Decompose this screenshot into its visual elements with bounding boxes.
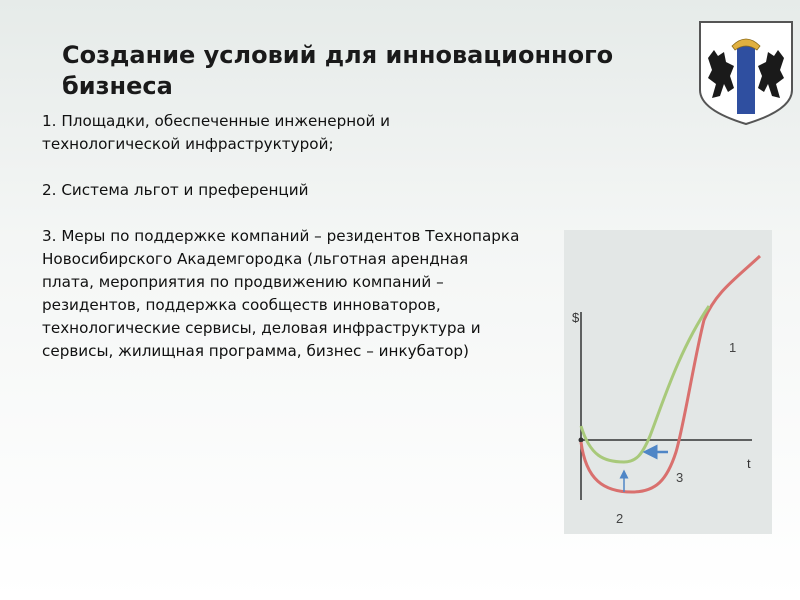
axis-origin-dot <box>579 438 584 443</box>
list-item-3-line-2: Новосибирского Академгородка (льготная арендная <box>42 250 469 268</box>
j-curve-graph-panel <box>564 230 772 534</box>
emblem-pale <box>737 42 755 114</box>
curve-2-label: 2 <box>616 511 624 526</box>
list-item-3-line-6: сервисы, жилищная программа, бизнес – инкубатор) <box>42 342 469 360</box>
j-curve-graph <box>564 230 772 534</box>
slide-title: Создание условий для инновационного бизнеса <box>62 41 614 100</box>
list-item-1-line-2: технологической инфраструктурой; <box>42 135 334 153</box>
list-item-3-line-3: плата, мероприятия по продвижению компаний – <box>42 273 444 291</box>
y-axis-label: $ <box>572 310 580 325</box>
list-item-1-line-1: 1. Площадки, обеспеченные инженерной и <box>42 112 391 130</box>
x-axis-label: t <box>747 456 751 471</box>
list-item-3-line-5: технологические сервисы, деловая инфраструктура и <box>42 319 481 337</box>
curve-3-label: 3 <box>676 470 684 485</box>
list-item-3-line-1: 3. Меры по поддержке компаний – резидентов Технопарка <box>42 227 520 245</box>
curve-1-label: 1 <box>729 340 737 355</box>
list-item-2: 2. Система льгот и преференций <box>42 181 309 199</box>
list-item-3-line-4: резидентов, поддержка сообществ инноваторов, <box>42 296 441 314</box>
coat-of-arms-logo <box>694 18 798 126</box>
support-measures-list <box>42 110 587 363</box>
curve-1-red <box>581 256 760 492</box>
